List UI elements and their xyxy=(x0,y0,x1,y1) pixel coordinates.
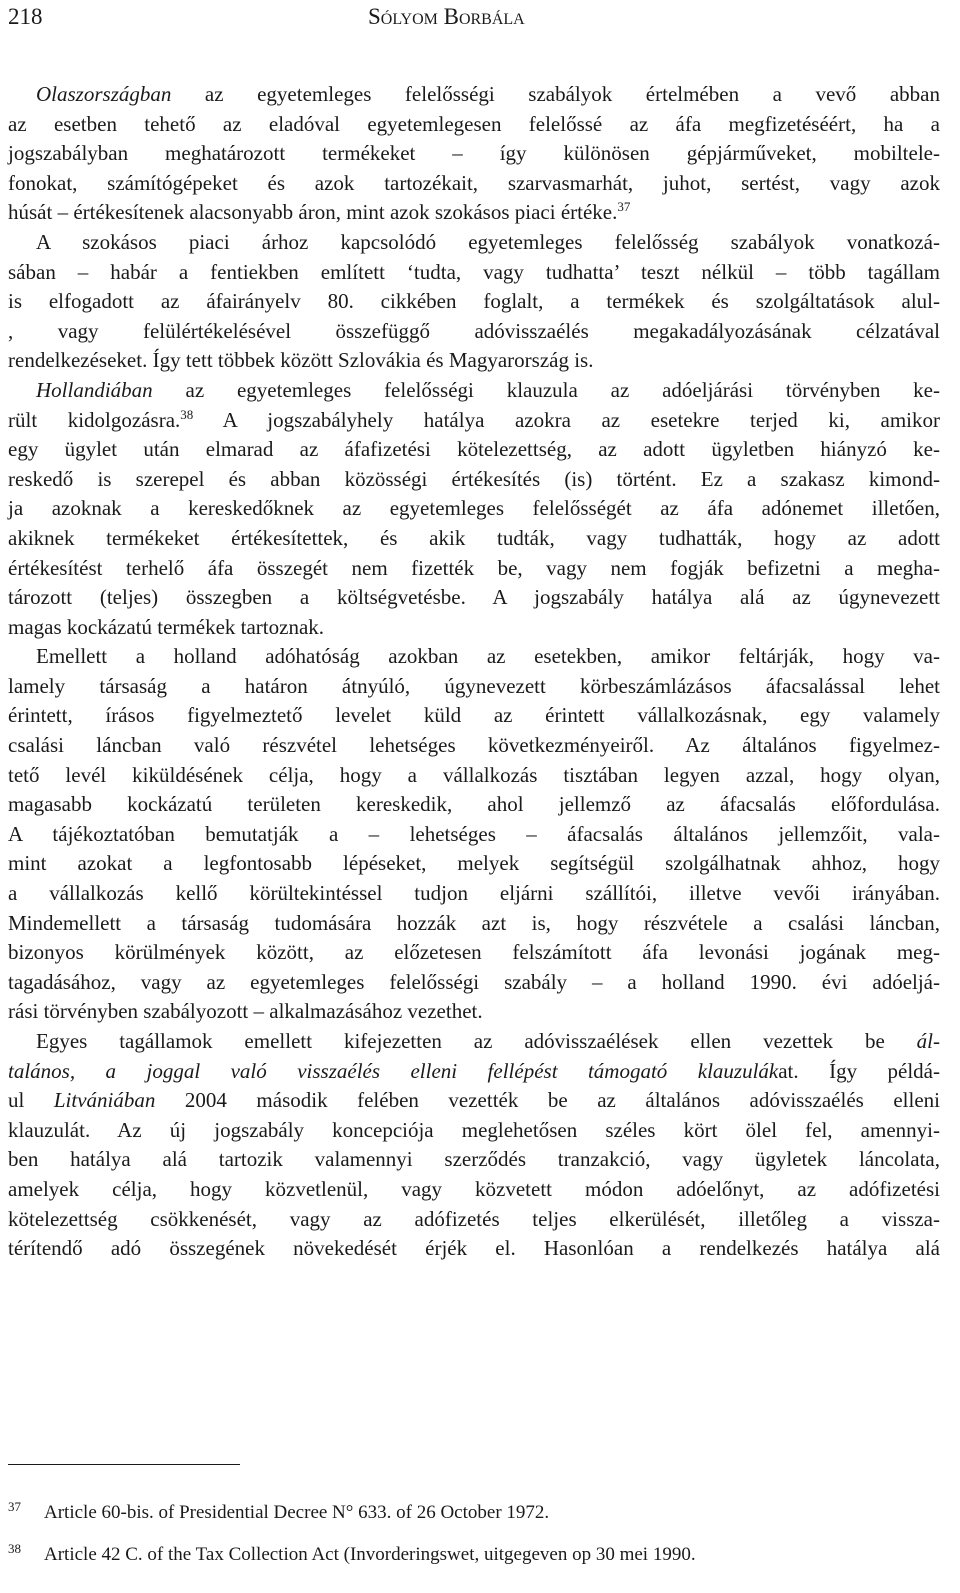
text-line: az esetben tehető az eladóval egyetemlegesen felelőssé az áfa megfizetéséért, ha a xyxy=(8,111,940,136)
text-span: húsát – értékesítenek alacsonyabb áron, mint azok szokásos piaci értéke. xyxy=(8,200,618,225)
text-line: rási törvényben szabályozott – alkalmazásához vezethet. xyxy=(8,999,483,1024)
text-line: értékesítést terhelő áfa összegét nem fizették be, vagy nem fogják befizetni a megha- xyxy=(8,555,940,580)
text-line: tározott (teljes) összegben a költségvetésbe. A jogszabály hatálya alá az úgynevezett xyxy=(8,585,940,610)
text-line: magas kockázatú termékek tartoznak. xyxy=(8,614,325,639)
footnote-number: 38 xyxy=(8,1541,21,1556)
text-line xyxy=(8,1086,940,1116)
running-head: Sólyom Borbála xyxy=(368,4,525,29)
page-number: 218 xyxy=(8,4,43,29)
text-line: ja azoknak a kereskedőknek az egyetemleges felelősségét az áfa adónemet illetően, xyxy=(8,496,940,521)
text-span: A jogszabályhely hatálya azokra az esetekre terjed ki, amikor xyxy=(193,407,940,432)
text-line: tagadásához, vagy az egyetemleges felelősségi szabály – a holland 1990. évi adóeljá- xyxy=(8,969,940,994)
text-line: Mindemellett a társaság tudomására hozzák azt is, hogy részvétele a csalási láncban, xyxy=(8,910,940,935)
text-span: az egyetemleges felelősségi szabályok értelmében a vevő abban xyxy=(171,82,940,106)
text-line xyxy=(8,1027,940,1057)
text-line: ben hatálya alá tartozik valamennyi szerződés tranzakció, vagy ügyletek láncolata, xyxy=(8,1147,940,1172)
text-span: ul xyxy=(8,1088,54,1113)
text-line: sában – habár a fentiekben említett ‘tudta, vagy tudhatta’ teszt nélkül – több tagállam xyxy=(8,259,940,284)
footnote-number: 37 xyxy=(8,1499,21,1514)
body-text xyxy=(8,80,940,1264)
emphasis: Olaszországban xyxy=(36,82,172,106)
text-span: at. Így példá- xyxy=(778,1058,940,1083)
text-line: amelyek célja, hogy közvetlenül, vagy közvetett módon adóelőnyt, az adófizetési xyxy=(8,1176,940,1201)
text-line: magasabb kockázatú területen kereskedik, ahol jellemző az áfacsalás előfordulása. xyxy=(8,792,940,817)
page-header xyxy=(8,0,944,36)
text-line: kötelezettség csökkenését, vagy az adófizetés teljes elkerülését, illetőleg a vissza- xyxy=(8,1206,940,1231)
text-line: A tájékoztatóban bemutatják a – lehetséges – áfacsalás általános jellemzőit, vala- xyxy=(8,821,940,846)
text-line: rendelkezéseket. Így tett többek között Szlovákia és Magyarország is. xyxy=(8,348,594,373)
text-line: akiknek termékeket értékesítettek, és akik tudták, vagy tudhatták, hogy az adott xyxy=(8,525,940,550)
text-line: térítendő adó összegének növekedését érjék el. Hasonlóan a rendelkezés hatálya alá xyxy=(8,1236,940,1261)
footnote-ref[interactable]: 37 xyxy=(617,199,631,215)
text-line: , vagy felülértékelésével összefüggő adóvisszaélés megakadályozásának célzatával xyxy=(8,318,940,343)
text-line: fonokat, számítógépeket és azok tartozékait, szarvasmarhát, juhot, sertést, vagy azok xyxy=(8,170,940,195)
emphasis: Hollandiában xyxy=(36,377,153,402)
text-line: csalási láncban való részvétel lehetséges következményeiről. Az általános figyelmez- xyxy=(8,733,940,758)
text-span: 2004 második felében vezették be az általános adóvisszaélés elleni xyxy=(155,1088,940,1113)
text-line: érintett, írásos figyelmeztető levelet küld az érintett vállalkozásnak, egy valamely xyxy=(8,703,940,728)
emphasis: talános, a joggal való visszaélés elleni fellépést támogató klauzulák xyxy=(8,1058,779,1083)
footnote-ref[interactable]: 38 xyxy=(180,406,194,422)
text-line: lamely társaság a határon átnyúló, úgynevezett körbeszámlázásos áfacsalással lehet xyxy=(8,673,940,698)
text-line: is elfogadott az áfairányelv 80. cikkében foglalt, a termékek és szolgáltatások alul- xyxy=(8,289,940,314)
text-line: klauzulát. Az új jogszabály koncepciója meglehetősen széles kört ölel fel, amennyi- xyxy=(8,1117,940,1142)
text-line: reskedő is szerepel és abban közösségi értékesítés (is) történt. Ez a szakasz kimond- xyxy=(8,466,940,491)
text-line: A szokásos piaci árhoz kapcsolódó egyetemleges felelősség szabályok vonatkozá- xyxy=(36,229,940,254)
emphasis: Litvániában xyxy=(53,1088,156,1113)
footnote-divider xyxy=(8,1464,240,1465)
text-line: mint azokat a legfontosabb lépéseket, melyek segítségül szolgálhatnak ahhoz, hogy xyxy=(8,851,940,876)
text-line: egy ügylet után elmarad az áfafizetési kötelezettség, az adott ügyletben hiányzó ke- xyxy=(8,437,940,462)
paragraph-dutch-authority xyxy=(8,642,940,1027)
text-line: Emellett a holland adóhatóság azokban az esetekben, amikor feltárják, hogy va- xyxy=(36,644,940,669)
paragraph-italy xyxy=(8,80,940,376)
text-line xyxy=(8,406,940,436)
text-line: a vállalkozás kellő körültekintéssel tudjon eljárni szállítói, illetve vevői irányában. xyxy=(8,881,940,906)
text-line xyxy=(8,198,940,228)
text-line: bizonyos körülmények között, az előzetesen felszámított áfa levonási jogának meg- xyxy=(8,940,940,965)
text-line: jogszabályban meghatározott termékeket – így különösen gépjárműveket, mobiltele- xyxy=(8,141,940,166)
text-span: az egyetemleges felelősségi klauzula az adóeljárási törvényben ke- xyxy=(152,377,940,402)
text-span: rült kidolgozásra. xyxy=(8,407,181,432)
text-line xyxy=(8,80,940,110)
footnote-text: Article 42 C. of the Tax Collection Act (Invorderingswet, uitgegeven op 30 mei 1990. xyxy=(44,1544,696,1565)
paragraph-netherlands xyxy=(8,376,940,642)
paragraph-member-states xyxy=(8,1027,940,1264)
text-line: tető levél kiküldésének célja, hogy a vállalkozás tisztában legyen azzal, hogy olyan, xyxy=(8,762,940,787)
footnote-text: Article 60-bis. of Presidential Decree N° 633. of 26 October 1972. xyxy=(44,1502,550,1523)
text-line xyxy=(8,376,940,406)
emphasis: ál- xyxy=(916,1029,940,1053)
text-span: Egyes tagállamok emellett kifejezetten az adóvisszaélések ellen vezettek be xyxy=(36,1029,917,1053)
text-line xyxy=(8,1057,940,1087)
